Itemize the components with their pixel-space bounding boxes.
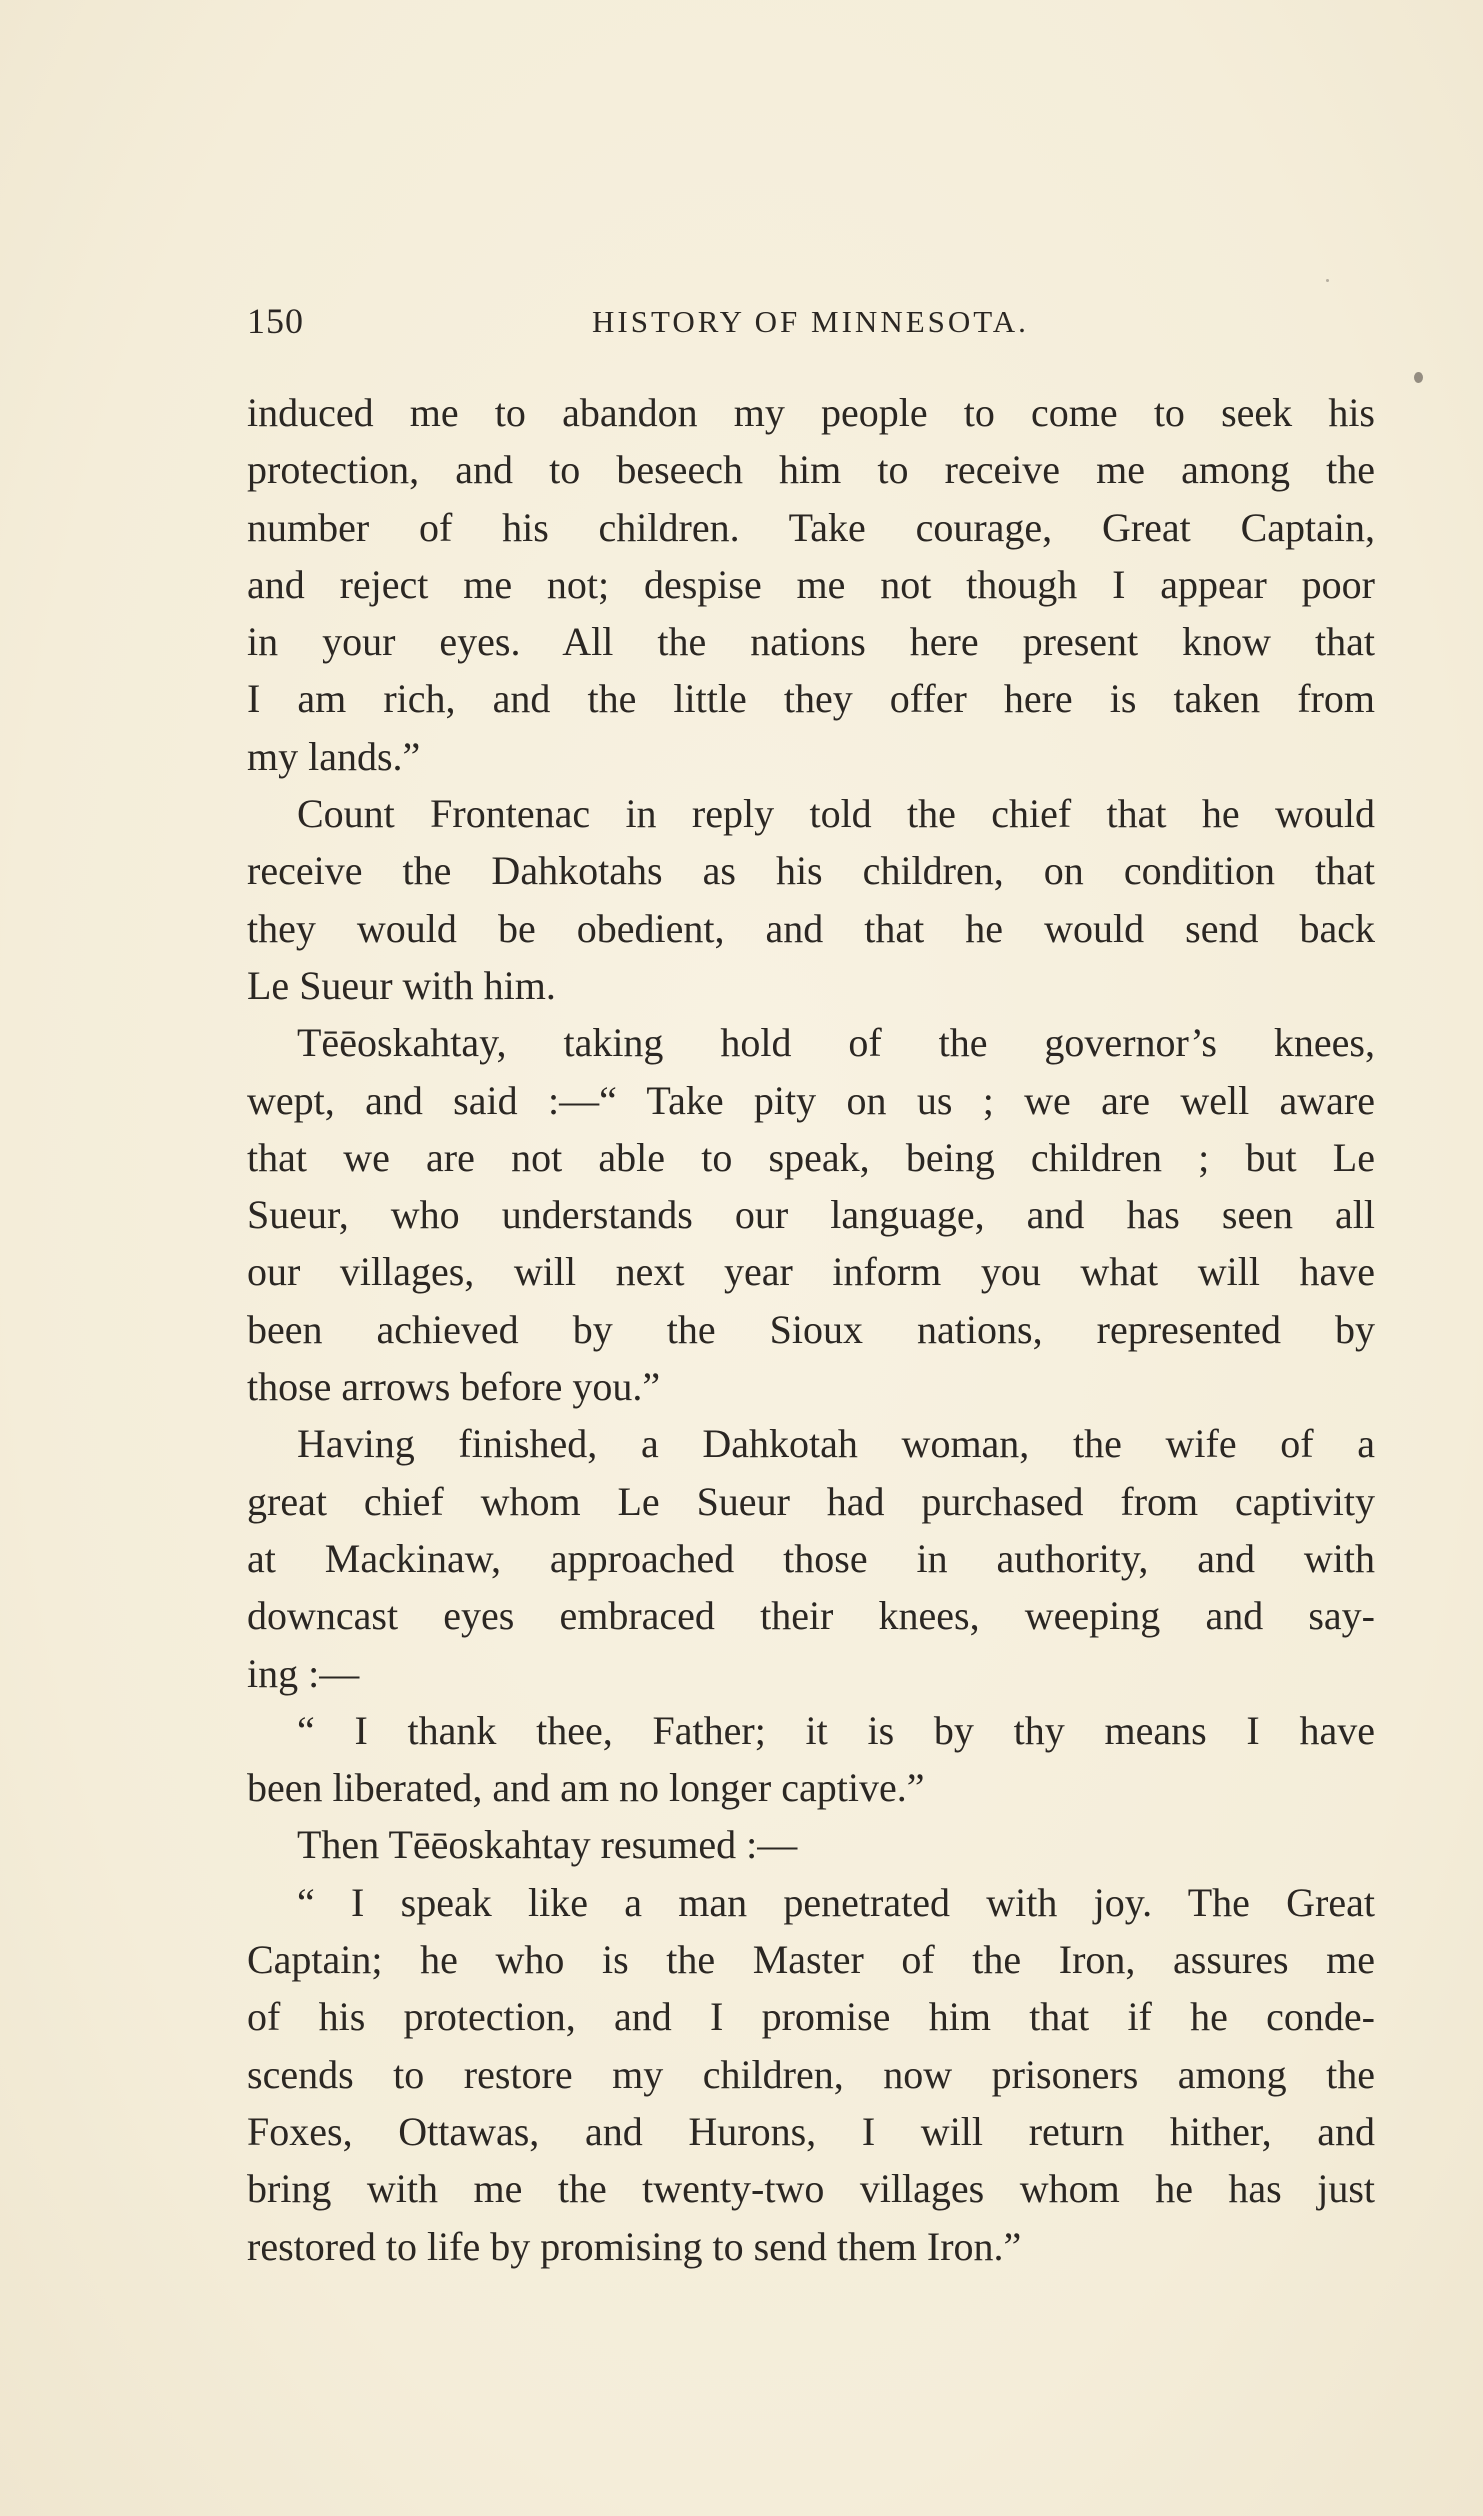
text-line: and reject me not; despise me not though I appear poor bbox=[247, 561, 1375, 607]
text-line: at Mackinaw, approached those in authority, and with bbox=[247, 1535, 1375, 1581]
paper-speck bbox=[1326, 279, 1329, 282]
text-line: of his protection, and I promise him that if he conde- bbox=[247, 1994, 1375, 2040]
text-line: those arrows before you.” bbox=[247, 1364, 661, 1410]
text-line: ing :— bbox=[247, 1650, 360, 1696]
text-line: great chief whom Le Sueur had purchased from captivity bbox=[247, 1478, 1375, 1524]
page-number: 150 bbox=[247, 301, 304, 341]
text-line: Sueur, who understands our language, and has seen all bbox=[247, 1192, 1375, 1238]
text-line: Captain; he who is the Master of the Iron, assures me bbox=[247, 1937, 1375, 1983]
text-line: my lands.” bbox=[247, 733, 421, 779]
text-line: Tēēoskahtay, taking hold of the governor’s knees, bbox=[297, 1020, 1375, 1066]
text-line: receive the Dahkotahs as his children, on condition that bbox=[247, 848, 1375, 894]
text-line: our villages, will next year inform you what will have bbox=[247, 1249, 1375, 1295]
body-text bbox=[247, 384, 1375, 2275]
text-line: induced me to abandon my people to come to seek his bbox=[247, 390, 1375, 435]
text-line: Having finished, a Dahkotah woman, the wife of a bbox=[297, 1421, 1375, 1467]
text-line: “ I thank thee, Father; it is by thy means I have bbox=[297, 1707, 1375, 1753]
text-line: they would be obedient, and that he would send back bbox=[247, 905, 1375, 951]
text-line: wept, and said :—“ Take pity on us ; we are well aware bbox=[247, 1077, 1375, 1123]
running-head bbox=[247, 300, 1375, 350]
text-line: in your eyes. All the nations here present know that bbox=[247, 619, 1375, 665]
text-line: Count Frontenac in reply told the chief that he would bbox=[297, 791, 1375, 837]
text-line: scends to restore my children, now prisoners among the bbox=[247, 2051, 1375, 2097]
text-line: number of his children. Take courage, Great Captain, bbox=[247, 504, 1375, 550]
text-line: bring with me the twenty-two villages whom he has just bbox=[247, 2166, 1375, 2212]
text-line: downcast eyes embraced their knees, weeping and say- bbox=[247, 1593, 1375, 1639]
text-line: been liberated, and am no longer captive.” bbox=[247, 1765, 925, 1811]
header-title: HISTORY OF MINNESOTA. bbox=[592, 304, 1029, 339]
text-line: protection, and to beseech him to receive me among the bbox=[247, 447, 1375, 493]
text-line: Le Sueur with him. bbox=[247, 962, 556, 1008]
ink-mark bbox=[1414, 372, 1423, 383]
text-line: I am rich, and the little they offer here is taken from bbox=[247, 676, 1375, 722]
text-line: “ I speak like a man penetrated with joy. The Great bbox=[297, 1879, 1375, 1925]
text-line: Then Tēēoskahtay resumed :— bbox=[297, 1822, 798, 1868]
text-line: that we are not able to speak, being children ; but Le bbox=[247, 1134, 1375, 1180]
text-line: Foxes, Ottawas, and Hurons, I will return hither, and bbox=[247, 2108, 1375, 2154]
text-line: been achieved by the Sioux nations, represented by bbox=[247, 1306, 1375, 1352]
text-line: restored to life by promising to send them Iron.” bbox=[247, 2223, 1022, 2269]
